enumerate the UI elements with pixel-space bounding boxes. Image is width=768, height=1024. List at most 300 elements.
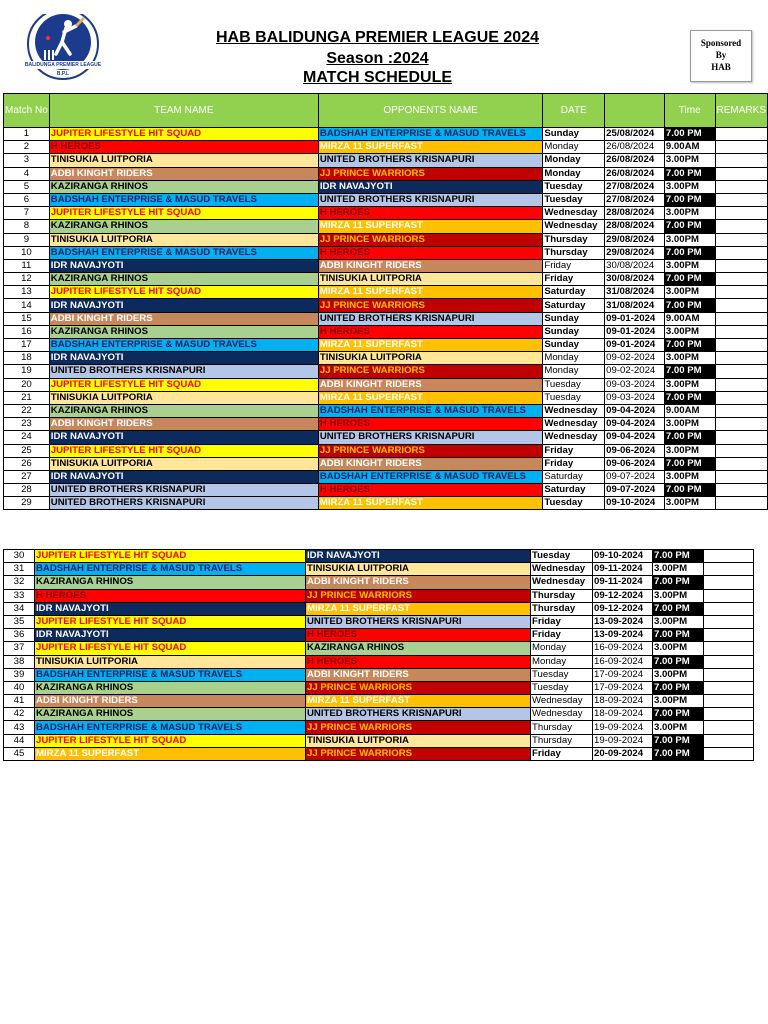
opponent-name-cell: ADBI KINGHT RIDERS <box>318 457 543 470</box>
time-cell: 7.00 PM <box>664 273 715 286</box>
remarks-cell <box>715 444 767 457</box>
date-cell: 27/08/2024 <box>605 193 665 206</box>
match-no-cell: 5 <box>4 180 50 193</box>
table-row <box>4 220 768 233</box>
sponsor-line-1: Sponsored <box>700 38 742 48</box>
team-name-cell: KAZIRANGA RHINOS <box>49 404 318 417</box>
header-team-name: TEAM NAME <box>49 94 318 128</box>
day-cell: Wednesday <box>531 563 593 576</box>
time-cell: 3.00PM <box>664 418 715 431</box>
remarks-cell <box>715 325 767 338</box>
time-cell: 3.00PM <box>664 497 715 510</box>
opponent-name-cell: JJ PRINCE WARRIORS <box>318 233 543 246</box>
day-cell: Thursday <box>531 589 593 602</box>
header-match-no: Match No <box>4 94 50 128</box>
table-row <box>4 180 768 193</box>
match-no-cell: 25 <box>4 444 50 457</box>
team-name-cell: MIRZA 11 SUPERFAST <box>35 747 306 760</box>
date-cell: 16-09-2024 <box>593 642 653 655</box>
remarks-cell <box>715 154 767 167</box>
remarks-cell <box>704 642 754 655</box>
team-name-cell: JUPITER LIFESTYLE HIT SQUAD <box>49 128 318 141</box>
match-no-cell: 1 <box>4 128 50 141</box>
table-row <box>4 695 754 708</box>
day-cell: Thursday <box>543 233 605 246</box>
opponent-name-cell: JJ PRINCE WARRIORS <box>306 589 531 602</box>
table-row <box>4 233 768 246</box>
day-cell: Friday <box>531 629 593 642</box>
day-cell: Saturday <box>543 286 605 299</box>
logo-abbr: B.P.L <box>56 71 70 77</box>
remarks-cell <box>704 734 754 747</box>
team-name-cell: JUPITER LIFESTYLE HIT SQUAD <box>35 615 306 628</box>
sponsor-line-2: By <box>715 50 727 60</box>
date-cell: 31/08/2024 <box>605 299 665 312</box>
team-name-cell: IDR NAVAJYOTI <box>49 259 318 272</box>
time-cell: 7.00 PM <box>664 431 715 444</box>
time-cell: 7.00 PM <box>653 550 704 563</box>
table-row <box>4 207 768 220</box>
opponent-name-cell: MIRZA 11 SUPERFAST <box>318 220 543 233</box>
remarks-cell <box>704 629 754 642</box>
time-cell: 3.00PM <box>653 563 704 576</box>
opponent-name-cell: MIRZA 11 SUPERFAST <box>318 339 543 352</box>
remarks-cell <box>715 180 767 193</box>
remarks-cell <box>704 550 754 563</box>
table-row <box>4 418 768 431</box>
time-cell: 3.00PM <box>664 444 715 457</box>
time-cell: 7.00 PM <box>664 220 715 233</box>
table-row <box>4 484 768 497</box>
match-no-cell: 9 <box>4 233 50 246</box>
day-cell: Tuesday <box>543 180 605 193</box>
date-cell: 26/08/2024 <box>605 141 665 154</box>
time-cell: 3.00PM <box>664 180 715 193</box>
team-name-cell: IDR NAVAJYOTI <box>49 352 318 365</box>
opponent-name-cell: JJ PRINCE WARRIORS <box>306 681 531 694</box>
day-cell: Wednesday <box>531 576 593 589</box>
remarks-cell <box>715 418 767 431</box>
team-name-cell: ADBI KINGHT RIDERS <box>35 695 306 708</box>
match-no-cell: 24 <box>4 431 50 444</box>
day-cell: Wednesday <box>543 431 605 444</box>
opponent-name-cell: UNITED BROTHERS KRISNAPURI <box>306 708 531 721</box>
header-blank <box>605 94 665 128</box>
time-cell: 3.00PM <box>653 668 704 681</box>
opponent-name-cell: TINISUKIA LUITPORIA <box>306 734 531 747</box>
opponent-name-cell: H HEROES <box>318 325 543 338</box>
opponent-name-cell: BADSHAH ENTERPRISE & MASUD TRAVELS <box>318 470 543 483</box>
match-no-cell: 8 <box>4 220 50 233</box>
team-name-cell: JUPITER LIFESTYLE HIT SQUAD <box>49 378 318 391</box>
remarks-cell <box>704 563 754 576</box>
team-name-cell: H HEROES <box>35 589 306 602</box>
time-cell: 3.00PM <box>664 352 715 365</box>
team-name-cell: KAZIRANGA RHINOS <box>49 273 318 286</box>
table-row <box>4 378 768 391</box>
opponent-name-cell: TINISUKIA LUITPORIA <box>318 273 543 286</box>
date-cell: 09-03-2024 <box>605 378 665 391</box>
team-name-cell: JUPITER LIFESTYLE HIT SQUAD <box>35 642 306 655</box>
date-cell: 29/08/2024 <box>605 246 665 259</box>
remarks-cell <box>715 193 767 206</box>
time-cell: 3.00PM <box>653 695 704 708</box>
date-cell: 09-01-2024 <box>605 312 665 325</box>
time-cell: 3.00PM <box>664 207 715 220</box>
opponent-name-cell: H HEROES <box>318 418 543 431</box>
remarks-cell <box>715 207 767 220</box>
team-name-cell: BADSHAH ENTERPRISE & MASUD TRAVELS <box>35 563 306 576</box>
table-row <box>4 550 754 563</box>
remarks-cell <box>715 431 767 444</box>
opponent-name-cell: H HEROES <box>318 484 543 497</box>
team-name-cell: KAZIRANGA RHINOS <box>49 220 318 233</box>
team-name-cell: JUPITER LIFESTYLE HIT SQUAD <box>49 207 318 220</box>
remarks-cell <box>704 655 754 668</box>
opponent-name-cell: BADSHAH ENTERPRISE & MASUD TRAVELS <box>318 404 543 417</box>
date-cell: 28/08/2024 <box>605 207 665 220</box>
day-cell: Wednesday <box>543 404 605 417</box>
date-cell: 18-09-2024 <box>593 695 653 708</box>
opponent-name-cell: MIRZA 11 SUPERFAST <box>318 141 543 154</box>
league-logo <box>22 14 104 80</box>
date-cell: 29/08/2024 <box>605 233 665 246</box>
remarks-cell <box>704 615 754 628</box>
remarks-cell <box>715 299 767 312</box>
opponent-name-cell: ADBI KINGHT RIDERS <box>306 576 531 589</box>
team-name-cell: BADSHAH ENTERPRISE & MASUD TRAVELS <box>49 246 318 259</box>
team-name-cell: KAZIRANGA RHINOS <box>35 576 306 589</box>
table-row <box>4 141 768 154</box>
day-cell: Thursday <box>531 602 593 615</box>
remarks-cell <box>704 681 754 694</box>
team-name-cell: TINISUKIA LUITPORIA <box>49 233 318 246</box>
date-cell: 09-04-2024 <box>605 431 665 444</box>
opponent-name-cell: JJ PRINCE WARRIORS <box>318 299 543 312</box>
time-cell: 7.00 PM <box>653 681 704 694</box>
time-cell: 7.00 PM <box>664 299 715 312</box>
date-cell: 30/08/2024 <box>605 259 665 272</box>
date-cell: 09-10-2024 <box>593 550 653 563</box>
time-cell: 7.00 PM <box>664 339 715 352</box>
date-cell: 09-02-2024 <box>605 352 665 365</box>
opponent-name-cell: UNITED BROTHERS KRISNAPURI <box>318 154 543 167</box>
match-no-cell: 4 <box>4 167 50 180</box>
schedule-subtitle: MATCH SCHEDULE <box>302 69 453 86</box>
opponent-name-cell: BADSHAH ENTERPRISE & MASUD TRAVELS <box>318 128 543 141</box>
time-cell: 3.00PM <box>664 286 715 299</box>
team-name-cell: KAZIRANGA RHINOS <box>49 325 318 338</box>
match-no-cell: 40 <box>4 681 35 694</box>
remarks-cell <box>715 233 767 246</box>
season-label: Season :2024 <box>326 50 429 67</box>
team-name-cell: UNITED BROTHERS KRISNAPURI <box>49 365 318 378</box>
team-name-cell: ADBI KINGHT RIDERS <box>49 167 318 180</box>
date-cell: 09-06-2024 <box>605 444 665 457</box>
table-row <box>4 576 754 589</box>
time-cell: 3.00PM <box>664 154 715 167</box>
opponent-name-cell: MIRZA 11 SUPERFAST <box>318 286 543 299</box>
opponent-name-cell: IDR NAVAJYOTI <box>318 180 543 193</box>
team-name-cell: UNITED BROTHERS KRISNAPURI <box>49 484 318 497</box>
team-name-cell: TINISUKIA LUITPORIA <box>49 391 318 404</box>
table-row <box>4 246 768 259</box>
match-no-cell: 26 <box>4 457 50 470</box>
date-cell: 09-11-2024 <box>593 576 653 589</box>
remarks-cell <box>715 497 767 510</box>
team-name-cell: BADSHAH ENTERPRISE & MASUD TRAVELS <box>35 668 306 681</box>
team-name-cell: KAZIRANGA RHINOS <box>35 708 306 721</box>
remarks-cell <box>715 128 767 141</box>
time-cell: 3.00PM <box>664 233 715 246</box>
match-no-cell: 20 <box>4 378 50 391</box>
team-name-cell: JUPITER LIFESTYLE HIT SQUAD <box>35 550 306 563</box>
table-row <box>4 286 768 299</box>
team-name-cell: IDR NAVAJYOTI <box>35 602 306 615</box>
time-cell: 7.00 PM <box>664 457 715 470</box>
opponent-name-cell: ADBI KINGHT RIDERS <box>318 378 543 391</box>
time-cell: 7.00 PM <box>664 246 715 259</box>
remarks-cell <box>704 721 754 734</box>
match-no-cell: 13 <box>4 286 50 299</box>
day-cell: Monday <box>543 365 605 378</box>
team-name-cell: ADBI KINGHT RIDERS <box>49 312 318 325</box>
match-no-cell: 22 <box>4 404 50 417</box>
remarks-cell <box>715 352 767 365</box>
date-cell: 28/08/2024 <box>605 220 665 233</box>
time-cell: 7.00 PM <box>664 128 715 141</box>
day-cell: Sunday <box>543 339 605 352</box>
time-cell: 3.00PM <box>653 589 704 602</box>
match-no-cell: 17 <box>4 339 50 352</box>
remarks-cell <box>704 668 754 681</box>
match-no-cell: 15 <box>4 312 50 325</box>
table-row <box>4 365 768 378</box>
match-no-cell: 43 <box>4 721 35 734</box>
date-cell: 09-04-2024 <box>605 418 665 431</box>
match-no-cell: 23 <box>4 418 50 431</box>
date-cell: 09-07-2024 <box>605 484 665 497</box>
opponent-name-cell: H HEROES <box>318 246 543 259</box>
opponent-name-cell: IDR NAVAJYOTI <box>306 550 531 563</box>
table-row <box>4 404 768 417</box>
remarks-cell <box>715 141 767 154</box>
remarks-cell <box>715 273 767 286</box>
opponent-name-cell: UNITED BROTHERS KRISNAPURI <box>306 615 531 628</box>
remarks-cell <box>715 312 767 325</box>
date-cell: 31/08/2024 <box>605 286 665 299</box>
match-no-cell: 32 <box>4 576 35 589</box>
table-row <box>4 312 768 325</box>
table-row <box>4 193 768 206</box>
remarks-cell <box>715 391 767 404</box>
header-date: DATE <box>543 94 605 128</box>
team-name-cell: JUPITER LIFESTYLE HIT SQUAD <box>49 444 318 457</box>
time-cell: 3.00PM <box>664 470 715 483</box>
remarks-cell <box>715 365 767 378</box>
match-no-cell: 39 <box>4 668 35 681</box>
day-cell: Tuesday <box>543 497 605 510</box>
remarks-cell <box>715 339 767 352</box>
time-cell: 7.00 PM <box>664 193 715 206</box>
remarks-cell <box>715 457 767 470</box>
date-cell: 17-09-2024 <box>593 668 653 681</box>
date-cell: 19-09-2024 <box>593 721 653 734</box>
time-cell: 3.00PM <box>664 259 715 272</box>
opponent-name-cell: MIRZA 11 SUPERFAST <box>318 391 543 404</box>
date-cell: 09-11-2024 <box>593 563 653 576</box>
match-no-cell: 38 <box>4 655 35 668</box>
day-cell: Monday <box>543 167 605 180</box>
date-cell: 20-09-2024 <box>593 747 653 760</box>
table-row <box>4 668 754 681</box>
match-no-cell: 41 <box>4 695 35 708</box>
opponent-name-cell: TINISUKIA LUITPORIA <box>318 352 543 365</box>
remarks-cell <box>715 220 767 233</box>
time-cell: 3.00PM <box>664 325 715 338</box>
table-row <box>4 708 754 721</box>
table-row <box>4 497 768 510</box>
day-cell: Friday <box>543 444 605 457</box>
date-cell: 09-10-2024 <box>605 497 665 510</box>
sponsor-box <box>690 30 752 82</box>
time-cell: 9.00AM <box>664 141 715 154</box>
date-cell: 17-09-2024 <box>593 681 653 694</box>
table-row <box>4 352 768 365</box>
team-name-cell: IDR NAVAJYOTI <box>49 299 318 312</box>
team-name-cell: BADSHAH ENTERPRISE & MASUD TRAVELS <box>35 721 306 734</box>
table-row <box>4 444 768 457</box>
date-cell: 09-04-2024 <box>605 404 665 417</box>
day-cell: Thursday <box>543 246 605 259</box>
day-cell: Friday <box>531 747 593 760</box>
date-cell: 19-09-2024 <box>593 734 653 747</box>
day-cell: Saturday <box>543 299 605 312</box>
match-no-cell: 28 <box>4 484 50 497</box>
match-no-cell: 42 <box>4 708 35 721</box>
day-cell: Tuesday <box>543 391 605 404</box>
schedule-table-1 <box>3 93 768 510</box>
time-cell: 7.00 PM <box>653 576 704 589</box>
date-cell: 26/08/2024 <box>605 167 665 180</box>
table-row <box>4 167 768 180</box>
date-cell: 09-12-2024 <box>593 589 653 602</box>
opponent-name-cell: JJ PRINCE WARRIORS <box>318 444 543 457</box>
time-cell: 7.00 PM <box>653 629 704 642</box>
time-cell: 7.00 PM <box>653 602 704 615</box>
day-cell: Wednesday <box>531 695 593 708</box>
time-cell: 9.00AM <box>664 404 715 417</box>
header-remarks: REMARKS <box>715 94 767 128</box>
opponent-name-cell: MIRZA 11 SUPERFAST <box>318 497 543 510</box>
date-cell: 13-09-2024 <box>593 615 653 628</box>
time-cell: 7.00 PM <box>653 655 704 668</box>
match-no-cell: 30 <box>4 550 35 563</box>
match-no-cell: 37 <box>4 642 35 655</box>
remarks-cell <box>704 576 754 589</box>
day-cell: Friday <box>543 457 605 470</box>
date-cell: 16-09-2024 <box>593 655 653 668</box>
header-opponents-name: OPPONENTS NAME <box>318 94 543 128</box>
table-row <box>4 339 768 352</box>
time-cell: 3.00PM <box>664 378 715 391</box>
day-cell: Wednesday <box>543 418 605 431</box>
day-cell: Tuesday <box>531 668 593 681</box>
time-cell: 3.00PM <box>653 642 704 655</box>
team-name-cell: TINISUKIA LUITPORIA <box>35 655 306 668</box>
date-cell: 25/08/2024 <box>605 128 665 141</box>
match-no-cell: 7 <box>4 207 50 220</box>
day-cell: Sunday <box>543 325 605 338</box>
time-cell: 9.00AM <box>664 312 715 325</box>
table-row <box>4 259 768 272</box>
match-no-cell: 27 <box>4 470 50 483</box>
opponent-name-cell: JJ PRINCE WARRIORS <box>306 721 531 734</box>
remarks-cell <box>704 602 754 615</box>
day-cell: Thursday <box>531 721 593 734</box>
time-cell: 7.00 PM <box>664 391 715 404</box>
match-no-cell: 16 <box>4 325 50 338</box>
team-name-cell: H HEROES <box>49 141 318 154</box>
day-cell: Monday <box>543 141 605 154</box>
remarks-cell <box>715 167 767 180</box>
date-cell: 09-01-2024 <box>605 339 665 352</box>
time-cell: 7.00 PM <box>664 365 715 378</box>
table-row <box>4 602 754 615</box>
day-cell: Tuesday <box>543 378 605 391</box>
match-no-cell: 10 <box>4 246 50 259</box>
opponent-name-cell: JJ PRINCE WARRIORS <box>306 747 531 760</box>
team-name-cell: KAZIRANGA RHINOS <box>35 681 306 694</box>
time-cell: 3.00PM <box>653 615 704 628</box>
date-cell: 09-02-2024 <box>605 365 665 378</box>
table-row <box>4 457 768 470</box>
team-name-cell: ADBI KINGHT RIDERS <box>49 418 318 431</box>
match-no-cell: 34 <box>4 602 35 615</box>
table-row <box>4 615 754 628</box>
day-cell: Tuesday <box>531 681 593 694</box>
date-cell: 09-01-2024 <box>605 325 665 338</box>
date-cell: 09-07-2024 <box>605 470 665 483</box>
match-no-cell: 11 <box>4 259 50 272</box>
date-cell: 30/08/2024 <box>605 273 665 286</box>
remarks-cell <box>715 286 767 299</box>
remarks-cell <box>715 259 767 272</box>
day-cell: Wednesday <box>531 708 593 721</box>
table-row <box>4 470 768 483</box>
match-no-cell: 21 <box>4 391 50 404</box>
date-cell: 27/08/2024 <box>605 180 665 193</box>
table-row <box>4 325 768 338</box>
opponent-name-cell: H HEROES <box>306 655 531 668</box>
opponent-name-cell: UNITED BROTHERS KRISNAPURI <box>318 312 543 325</box>
team-name-cell: TINISUKIA LUITPORIA <box>49 457 318 470</box>
table-row <box>4 747 754 760</box>
team-name-cell: IDR NAVAJYOTI <box>35 629 306 642</box>
team-name-cell: KAZIRANGA RHINOS <box>49 180 318 193</box>
opponent-name-cell: H HEROES <box>306 629 531 642</box>
opponent-name-cell: H HEROES <box>318 207 543 220</box>
remarks-cell <box>715 484 767 497</box>
table-row <box>4 391 768 404</box>
day-cell: Tuesday <box>531 550 593 563</box>
date-cell: 09-06-2024 <box>605 457 665 470</box>
match-no-cell: 29 <box>4 497 50 510</box>
match-no-cell: 44 <box>4 734 35 747</box>
team-name-cell: IDR NAVAJYOTI <box>49 470 318 483</box>
team-name-cell: JUPITER LIFESTYLE HIT SQUAD <box>49 286 318 299</box>
opponent-name-cell: ADBI KINGHT RIDERS <box>306 668 531 681</box>
